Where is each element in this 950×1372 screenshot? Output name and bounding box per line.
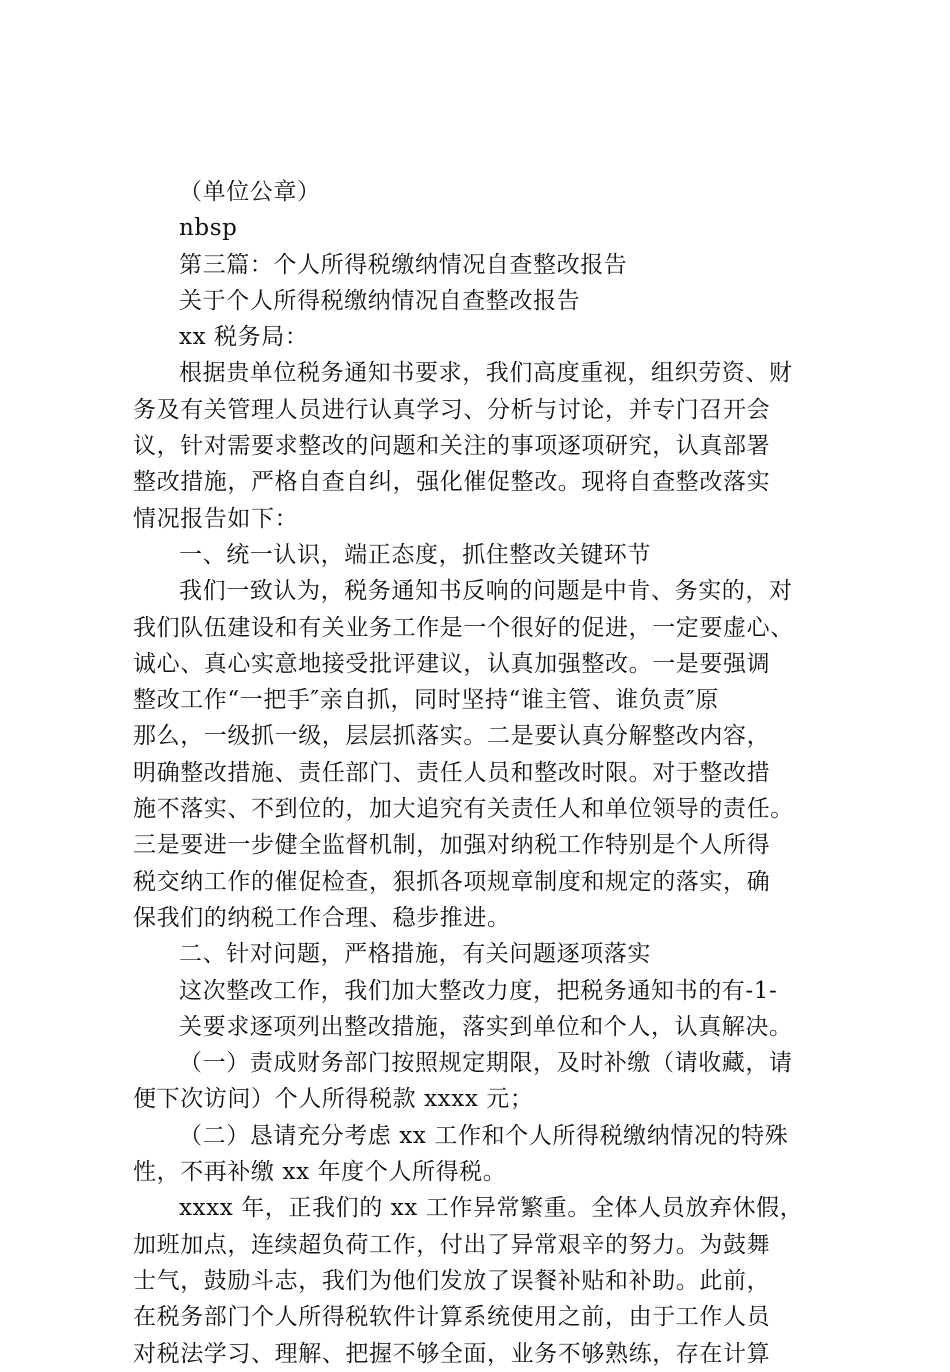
text-line: 明确整改措施、责任部门、责任人员和整改时限。对于整改措 bbox=[133, 759, 771, 786]
text-line: 二、针对问题，严格措施，有关问题逐项落实 bbox=[179, 941, 651, 968]
text-line: nbsp bbox=[179, 215, 238, 242]
text-line: 我们队伍建设和有关业务工作是一个很好的促进，一定要虚心、 bbox=[133, 614, 794, 641]
text-line: 关于个人所得税缴纳情况自查整改报告 bbox=[179, 287, 581, 314]
text-line: 一、统一认识，端正态度，抓住整改关键环节 bbox=[179, 541, 651, 568]
text-line: 整改措施，严格自查自纠，强化催促整改。现将自查整改落实 bbox=[133, 469, 771, 496]
text-line: 第三篇：个人所得税缴纳情况自查整改报告 bbox=[179, 251, 628, 278]
text-line: 诚心、真心实意地接受批评建议，认真加强整改。一是要强调 bbox=[133, 650, 771, 677]
text-line: 这次整改工作，我们加大整改力度，把税务通知书的有-1- bbox=[179, 977, 778, 1004]
text-line: 对税法学习、理解、把握不够全面，业务不够熟练，存在计算 bbox=[133, 1340, 771, 1367]
text-line: 施不落实、不到位的，加大追究有关责任人和单位领导的责任。 bbox=[133, 796, 794, 823]
text-line: 在税务部门个人所得税软件计算系统使用之前，由于工作人员 bbox=[133, 1304, 771, 1331]
text-line: 加班加点，连续超负荷工作，付出了异常艰辛的努力。为鼓舞 bbox=[133, 1231, 771, 1258]
text-line: （二）恳请充分考虑 xx 工作和个人所得税缴纳情况的特殊 bbox=[179, 1122, 789, 1149]
text-line: 保我们的纳税工作合理、稳步推进。 bbox=[133, 904, 511, 931]
text-line: 整改工作“一把手″亲自抓，同时坚持“谁主管、谁负责″原 bbox=[133, 687, 719, 714]
text-line: 三是要进一步健全监督机制，加强对纳税工作特别是个人所得 bbox=[133, 832, 771, 859]
text-line: 议，针对需要求整改的问题和关注的事项逐项研究，认真部署 bbox=[133, 433, 771, 460]
text-line: 我们一致认为，税务通知书反响的问题是中肯、务实的，对 bbox=[179, 578, 793, 605]
text-line: 根据贵单位税务通知书要求，我们高度重视，组织劳资、财 bbox=[179, 360, 793, 387]
text-line: （单位公章） bbox=[179, 179, 321, 205]
text-line: 便下次访问）个人所得税款 xxxx 元； bbox=[133, 1086, 534, 1113]
text-line: xxxx 年，正我们的 xx 工作异常繁重。全体人员放弃休假， bbox=[179, 1195, 804, 1222]
text-line: 士气，鼓励斗志，我们为他们发放了误餐补贴和补助。此前， bbox=[133, 1267, 771, 1294]
text-line: xx 税务局： bbox=[179, 324, 309, 351]
text-line: 税交纳工作的催促检查，狠抓各项规章制度和规定的落实，确 bbox=[133, 868, 771, 895]
text-line: （一）责成财务部门按照规定期限，及时补缴（请收藏，请 bbox=[179, 1050, 793, 1077]
text-line: 关要求逐项列出整改措施，落实到单位和个人，认真解决。 bbox=[179, 1013, 793, 1040]
text-line: 情况报告如下： bbox=[133, 505, 299, 532]
text-line: 务及有关管理人员进行认真学习、分析与讨论，并专门召开会 bbox=[133, 396, 771, 423]
text-line: 性，不再补缴 xx 年度个人所得税。 bbox=[133, 1159, 507, 1186]
text-line: 那么，一级抓一级，层层抓落实。二是要认真分解整改内容， bbox=[133, 723, 771, 750]
document-body bbox=[133, 174, 833, 1372]
